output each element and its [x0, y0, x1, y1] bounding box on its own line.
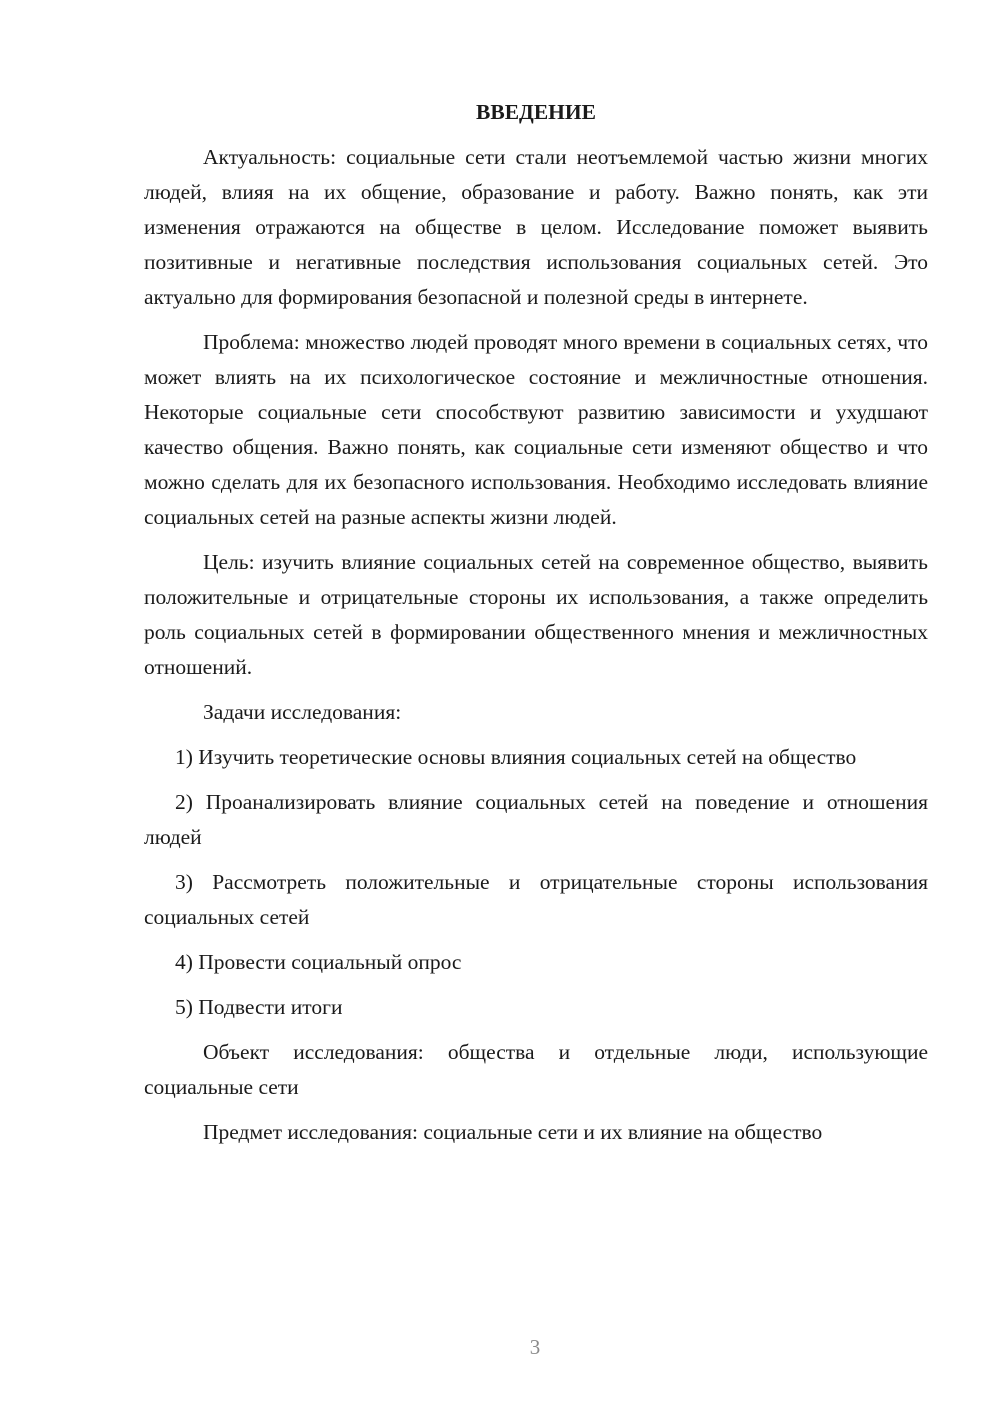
relevance-paragraph: Актуальность: социальные сети стали неотъемлемой частью жизни многих людей, влияя на их общение, образование и работу. Важно понять, как эти изменения отражаются на обществе в целом. Исследование поможет выявить позитивные и негативные последствия использования социальных сетей. Это актуально для формирования безопасной и полезной среды в интернете.: [144, 145, 928, 309]
task-item-1: 1) Изучить теоретические основы влияния социальных сетей на общество: [175, 745, 857, 769]
tasks-heading: Задачи исследования:: [203, 700, 402, 724]
task-item-3: 3) Рассмотреть положительные и отрицательные стороны использования социальных сетей: [144, 870, 928, 929]
goal-paragraph: Цель: изучить влияние социальных сетей на современное общество, выявить положительные и отрицательные стороны их использования, а также определить роль социальных сетей в формировании общественного мнения и межличностных отношений.: [144, 550, 928, 679]
task-item-2: 2) Проанализировать влияние социальных сетей на поведение и отношения людей: [144, 790, 928, 849]
section-heading: ВВЕДЕНИЕ: [476, 100, 596, 124]
task-item-5: 5) Подвести итоги: [175, 995, 343, 1019]
task-item-4: 4) Провести социальный опрос: [175, 950, 462, 974]
problem-paragraph: Проблема: множество людей проводят много времени в социальных сетях, что может влиять на их психологическое состояние и межличностные отношения. Некоторые социальные сети способствуют развитию зависимости и ухудшают качество общения. Важно понять, как социальные сети изменяют общество и что можно сделать для их безопасного использования. Необходимо исследовать влияние социальных сетей на разные аспекты жизни людей.: [144, 330, 928, 529]
object-paragraph: Объект исследования: общества и отдельные люди, использующие социальные сети: [144, 1040, 928, 1099]
page-content: [144, 95, 928, 1160]
subject-paragraph: Предмет исследования: социальные сети и их влияние на общество: [203, 1120, 823, 1144]
page-number: 3: [529, 1335, 541, 1359]
